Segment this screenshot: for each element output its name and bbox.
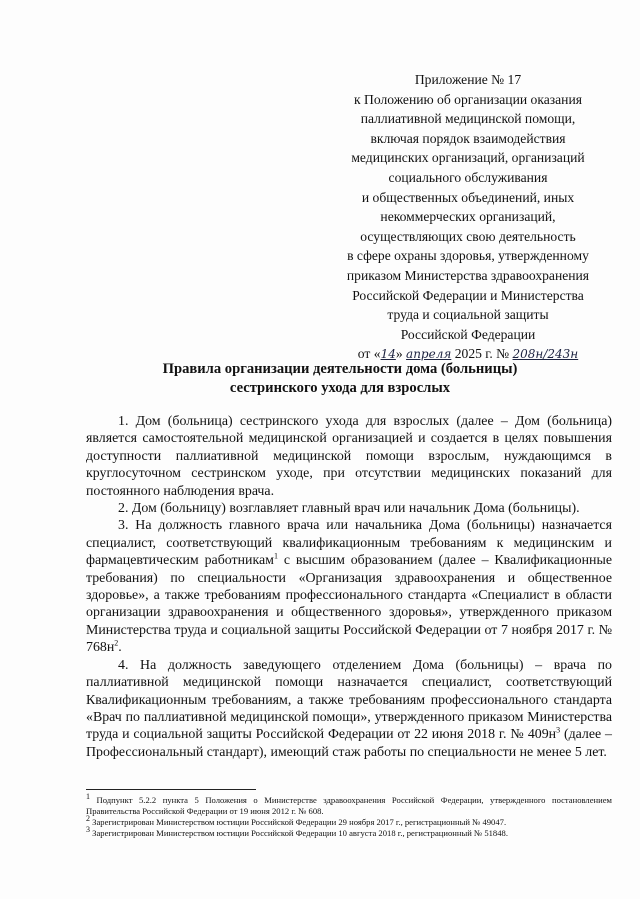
annex-header (318, 70, 618, 365)
annex-line: в сфере охраны здоровья, утвержденному (347, 248, 589, 264)
title-line-1: Правила организации деятельности дома (больницы) (162, 361, 518, 377)
paragraph-4-text: (далее – Профессиональный стандарт), имеющий стаж работы по специальности не менее 5 лет. (86, 727, 612, 760)
annex-line: осуществляющих свою деятельность (360, 228, 576, 244)
document-title (60, 360, 620, 398)
annex-line: некоммерческих организаций, (380, 209, 556, 225)
paragraph-3-text: . (118, 640, 122, 656)
annex-line: приказом Министерства здравоохранения (346, 267, 590, 283)
footnote-text: Зарегистрирован Министерством юстиции Российской Федерации 10 августа 2018 г., регистрационный № 51848. (90, 828, 508, 838)
document-body (86, 413, 612, 761)
footnote-2 (86, 814, 612, 828)
annex-line: включая порядок взаимодействия (370, 130, 566, 146)
paragraph-3-text: с высшим образованием (далее – Квалификационные требования) по специальности «Организация здравоохранения и общественное здоровье», а также требованиям профессионального стандарта «Специалист в области организации здравоохранения и общественного здоровья», утвержденного приказом Министерства труда и социальной защиты Российской Федерации от 7 ноября 2017 г. № 768н (86, 553, 612, 656)
title-line-2: сестринского ухода для взрослых (229, 380, 451, 396)
footnote-3 (86, 825, 612, 839)
footnotes (86, 792, 612, 839)
footnote-number: 2 (86, 814, 90, 824)
footnote-ref-3: 3 (556, 725, 561, 735)
paragraph-3-text: 3. На должность главного врача или начальника Дома (больницы) назначается специалист, соответствующий квалификационным требованиям к медицинским и фармацевтическим работникам (86, 518, 612, 569)
footnote-1 (86, 792, 612, 817)
paragraph-4-text: 4. На должность заведующего отделением Дома (больницы) – врача по паллиативной медицинской помощи назначается специалист, соответствующий Квалификационным требованиям, а также требованиям профессионального стандарта «Врач по паллиативной медицинской помощи», утвержденного приказом Министерства труда и социальной защиты Российской Федерации от 22 июня 2018 г. № 409н (86, 657, 612, 743)
date-prefix: от « (357, 346, 381, 362)
footnote-text: Зарегистрирован Министерством юстиции Российской Федерации 29 ноября 2017 г., регистрационный № 49047. (90, 817, 507, 827)
annex-line: социального обслуживания (388, 169, 548, 185)
order-number: 208н/243н (512, 347, 579, 362)
footnote-number: 1 (86, 792, 90, 802)
footnote-number: 3 (86, 825, 90, 835)
annex-line: Российской Федерации (400, 326, 536, 342)
annex-line: медицинских организаций, организаций (351, 150, 585, 166)
date-day: 14 (380, 347, 396, 362)
annex-line: Российской Федерации и Министерства (352, 287, 584, 303)
annex-line: и общественных объединений, иных (361, 189, 575, 205)
footnote-text: Подпункт 5.2.2 пункта 5 Положения о Министерстве здравоохранения Российской Федерации, утвержденного постановлением Правительства Российской Федерации от 19 июня 2012 г. № 608. (86, 795, 612, 816)
date-year: 2025 г. № (454, 346, 510, 362)
annex-line: к Положению об организации оказания (354, 91, 582, 107)
paragraph-2: 2. Дом (больницу) возглавляет главный врач или начальник Дома (больницы). (118, 501, 580, 517)
annex-line: труда и социальной защиты (387, 307, 549, 323)
date-month: апреля (406, 347, 452, 362)
paragraph-3 (86, 517, 612, 656)
paragraph-4 (86, 657, 612, 761)
footnote-ref-1: 1 (273, 551, 278, 561)
date-mid: » (395, 346, 403, 362)
footnote-divider (86, 789, 256, 790)
annex-line: паллиативной медицинской помощи, (360, 111, 576, 127)
paragraph-1: 1. Дом (больница) сестринского ухода для взрослых (далее – Дом (больница) является самостоятельной медицинской организацией и создается в целях повышения доступности паллиативной медицинской помощи взрослым, нуждающимся в круглосуточном сестринском уходе, при отсутствии медицинских показаний для постоянного наблюдения врача. (86, 414, 612, 499)
footnote-ref-2: 2 (114, 638, 119, 648)
annex-line: Приложение № 17 (414, 72, 522, 87)
